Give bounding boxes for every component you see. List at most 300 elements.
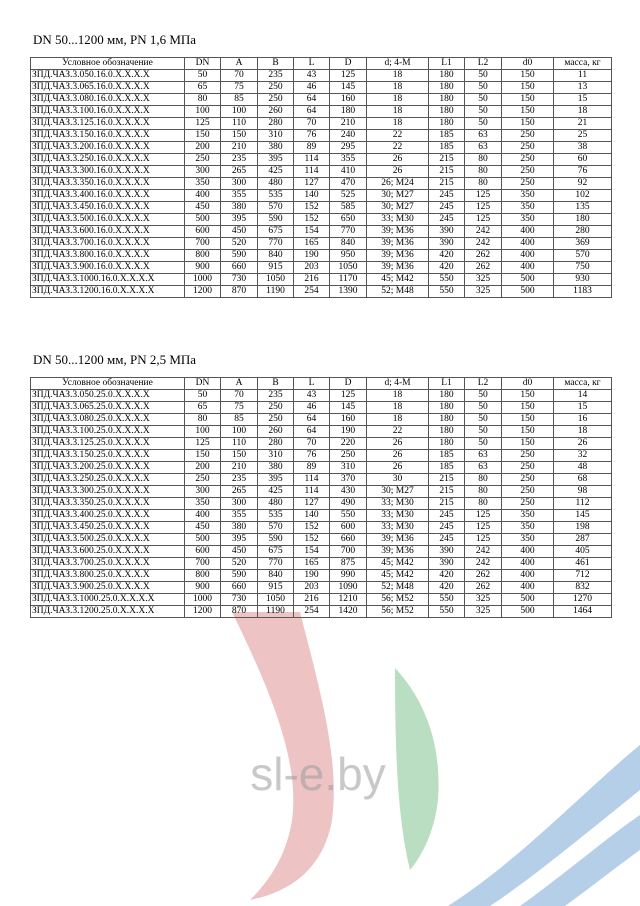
table-cell: 500 [502, 286, 554, 298]
table-cell: 262 [465, 250, 502, 262]
table-cell: 210 [330, 118, 367, 130]
table-cell: 180 [429, 414, 465, 426]
table-title-pn16: DN 50...1200 мм, PN 1,6 МПа [33, 32, 197, 47]
designation-cell: ЗПД.ЧАЗ.3.450.16.0.X.X.X.X [31, 202, 185, 214]
table-cell: 260 [258, 106, 294, 118]
table-row [31, 130, 612, 142]
table-cell: 461 [554, 558, 612, 570]
table-cell: 369 [554, 238, 612, 250]
table-cell: 39; M36 [367, 250, 429, 262]
table-cell: 165 [294, 238, 330, 250]
table-cell: 52; M48 [367, 582, 429, 594]
table-cell: 150 [502, 402, 554, 414]
table-cell: 355 [221, 190, 258, 202]
table-row [31, 250, 612, 262]
table-cell: 63 [465, 130, 502, 142]
table-cell: 26 [367, 438, 429, 450]
column-header: d0 [502, 58, 554, 70]
table-cell: 63 [465, 142, 502, 154]
table-cell: 92 [554, 178, 612, 190]
table-cell: 380 [221, 522, 258, 534]
column-header: d; 4-M [367, 378, 429, 390]
table-cell: 350 [502, 190, 554, 202]
table-cell: 265 [221, 166, 258, 178]
table-cell: 50 [465, 94, 502, 106]
table-cell: 150 [502, 414, 554, 426]
table-cell: 18 [554, 106, 612, 118]
table-cell: 114 [294, 474, 330, 486]
table-cell: 80 [465, 498, 502, 510]
table-cell: 310 [258, 130, 294, 142]
table-cell: 1000 [185, 594, 221, 606]
table-cell: 98 [554, 486, 612, 498]
table-cell: 600 [330, 522, 367, 534]
table-cell: 550 [429, 274, 465, 286]
table-cell: 80 [465, 178, 502, 190]
table-cell: 395 [221, 214, 258, 226]
table-cell: 22 [367, 130, 429, 142]
table-cell: 355 [221, 510, 258, 522]
designation-cell: ЗПД.ЧАЗ.3.125.25.0.X.X.X.X [31, 438, 185, 450]
table-cell: 80 [465, 154, 502, 166]
column-header: L1 [429, 58, 465, 70]
table-cell: 390 [429, 226, 465, 238]
table-cell: 395 [221, 534, 258, 546]
header-row [31, 58, 612, 70]
designation-cell: ЗПД.ЧАЗ.3.900.25.0.X.X.X.X [31, 582, 185, 594]
table-cell: 21 [554, 118, 612, 130]
table-cell: 840 [258, 570, 294, 582]
table-cell: 770 [330, 226, 367, 238]
table-cell: 18 [367, 82, 429, 94]
table-cell: 250 [502, 474, 554, 486]
table-cell: 250 [185, 154, 221, 166]
table-cell: 500 [185, 534, 221, 546]
table-cell: 150 [221, 450, 258, 462]
table-cell: 33; M30 [367, 510, 429, 522]
table-cell: 48 [554, 462, 612, 474]
table-cell: 180 [429, 402, 465, 414]
designation-cell: ЗПД.ЧАЗ.3.080.16.0.X.X.X.X [31, 94, 185, 106]
table-cell: 125 [465, 202, 502, 214]
table-cell: 215 [429, 486, 465, 498]
table-section-pn16 [30, 32, 612, 298]
table-cell: 18 [367, 414, 429, 426]
table-cell: 39; M36 [367, 226, 429, 238]
spec-table-pn16 [30, 57, 612, 298]
table-cell: 125 [185, 118, 221, 130]
table-cell: 520 [221, 558, 258, 570]
table-row [31, 522, 612, 534]
table-cell: 50 [465, 390, 502, 402]
table-cell: 160 [330, 94, 367, 106]
table-row [31, 106, 612, 118]
table-cell: 450 [221, 226, 258, 238]
table-cell: 242 [465, 558, 502, 570]
table-row [31, 82, 612, 94]
table-cell: 180 [429, 82, 465, 94]
header-row [31, 378, 612, 390]
table-cell: 32 [554, 450, 612, 462]
designation-cell: ЗПД.ЧАЗ.3.800.25.0.X.X.X.X [31, 570, 185, 582]
table-cell: 65 [185, 402, 221, 414]
table-cell: 18 [367, 94, 429, 106]
column-header: d; 4-M [367, 58, 429, 70]
table-cell: 39; M36 [367, 546, 429, 558]
table-cell: 400 [502, 570, 554, 582]
table-cell: 150 [221, 130, 258, 142]
table-cell: 930 [554, 274, 612, 286]
designation-cell: ЗПД.ЧАЗ.3.1000.25.0.X.X.X.X [31, 594, 185, 606]
table-row [31, 94, 612, 106]
table-cell: 216 [294, 274, 330, 286]
table-cell: 45; M42 [367, 558, 429, 570]
table-cell: 395 [258, 474, 294, 486]
table-cell: 1170 [330, 274, 367, 286]
table-cell: 150 [185, 130, 221, 142]
table-cell: 420 [429, 582, 465, 594]
table-cell: 125 [185, 438, 221, 450]
table-cell: 1200 [185, 286, 221, 298]
table-cell: 420 [429, 570, 465, 582]
table-cell: 33; M30 [367, 498, 429, 510]
table-cell: 250 [185, 474, 221, 486]
table-cell: 152 [294, 534, 330, 546]
column-header: D [330, 378, 367, 390]
table-cell: 410 [330, 166, 367, 178]
table-cell: 250 [258, 82, 294, 94]
column-header: Условное обозначение [31, 58, 185, 70]
table-cell: 310 [258, 450, 294, 462]
table-row [31, 498, 612, 510]
table-row [31, 190, 612, 202]
designation-cell: ЗПД.ЧАЗ.3.600.25.0.X.X.X.X [31, 546, 185, 558]
column-header: B [258, 58, 294, 70]
table-cell: 180 [429, 438, 465, 450]
table-cell: 235 [258, 390, 294, 402]
table-cell: 500 [502, 274, 554, 286]
table-cell: 700 [185, 238, 221, 250]
table-cell: 400 [502, 558, 554, 570]
table-cell: 18 [367, 402, 429, 414]
table-cell: 650 [330, 214, 367, 226]
table-cell: 152 [294, 202, 330, 214]
table-cell: 15 [554, 94, 612, 106]
table-cell: 1200 [185, 606, 221, 618]
table-cell: 110 [221, 438, 258, 450]
table-cell: 550 [330, 510, 367, 522]
table-cell: 52; M48 [367, 286, 429, 298]
table-cell: 832 [554, 582, 612, 594]
table-cell: 700 [185, 558, 221, 570]
table-cell: 235 [258, 70, 294, 82]
table-cell: 50 [465, 82, 502, 94]
table-cell: 405 [554, 546, 612, 558]
table-cell: 210 [221, 142, 258, 154]
table-cell: 712 [554, 570, 612, 582]
table-cell: 215 [429, 166, 465, 178]
table-cell: 875 [330, 558, 367, 570]
table-cell: 68 [554, 474, 612, 486]
table-cell: 1210 [330, 594, 367, 606]
table-cell: 22 [367, 426, 429, 438]
designation-cell: ЗПД.ЧАЗ.3.400.16.0.X.X.X.X [31, 190, 185, 202]
table-cell: 300 [221, 178, 258, 190]
column-header: L [294, 378, 330, 390]
table-cell: 150 [502, 94, 554, 106]
table-cell: 250 [502, 130, 554, 142]
table-cell: 242 [465, 226, 502, 238]
table-cell: 50 [465, 414, 502, 426]
table-cell: 730 [221, 274, 258, 286]
column-header: L2 [465, 58, 502, 70]
table-cell: 15 [554, 402, 612, 414]
table-cell: 280 [258, 438, 294, 450]
table-cell: 660 [330, 534, 367, 546]
table-cell: 33; M30 [367, 522, 429, 534]
table-cell: 242 [465, 546, 502, 558]
column-header: масса, кг [554, 378, 612, 390]
designation-cell: ЗПД.ЧАЗ.3.400.25.0.X.X.X.X [31, 510, 185, 522]
table-cell: 500 [185, 214, 221, 226]
table-cell: 145 [554, 510, 612, 522]
table-cell: 1050 [258, 274, 294, 286]
table-cell: 660 [221, 582, 258, 594]
table-cell: 150 [502, 70, 554, 82]
table-row [31, 402, 612, 414]
table-cell: 180 [429, 390, 465, 402]
table-cell: 185 [429, 130, 465, 142]
watermark-green-stripe [395, 668, 439, 870]
table-cell: 64 [294, 94, 330, 106]
table-cell: 85 [221, 414, 258, 426]
table-cell: 480 [258, 178, 294, 190]
table-row [31, 606, 612, 618]
table-cell: 420 [429, 250, 465, 262]
designation-cell: ЗПД.ЧАЗ.3.065.16.0.X.X.X.X [31, 82, 185, 94]
table-cell: 150 [502, 426, 554, 438]
table-cell: 50 [185, 390, 221, 402]
table-cell: 11 [554, 70, 612, 82]
designation-cell: ЗПД.ЧАЗ.3.150.16.0.X.X.X.X [31, 130, 185, 142]
table-cell: 250 [258, 414, 294, 426]
table-cell: 550 [429, 286, 465, 298]
table-cell: 262 [465, 570, 502, 582]
table-cell: 400 [502, 582, 554, 594]
designation-cell: ЗПД.ЧАЗ.3.1000.16.0.X.X.X.X [31, 274, 185, 286]
table-cell: 250 [330, 450, 367, 462]
table-cell: 800 [185, 570, 221, 582]
table-cell: 262 [465, 262, 502, 274]
column-header: DN [185, 58, 221, 70]
table-cell: 215 [429, 474, 465, 486]
table-cell: 43 [294, 70, 330, 82]
designation-cell: ЗПД.ЧАЗ.3.250.16.0.X.X.X.X [31, 154, 185, 166]
table-row [31, 202, 612, 214]
table-cell: 39; M36 [367, 534, 429, 546]
table-cell: 75 [221, 82, 258, 94]
table-cell: 250 [502, 486, 554, 498]
table-cell: 280 [258, 118, 294, 130]
table-cell: 70 [294, 438, 330, 450]
designation-cell: ЗПД.ЧАЗ.3.200.16.0.X.X.X.X [31, 142, 185, 154]
column-header: DN [185, 378, 221, 390]
column-header: L [294, 58, 330, 70]
table-cell: 870 [221, 606, 258, 618]
watermark-text: sl-e.by [250, 748, 386, 800]
table-cell: 535 [258, 190, 294, 202]
table-cell: 590 [258, 534, 294, 546]
table-cell: 250 [502, 166, 554, 178]
table-cell: 18 [554, 426, 612, 438]
table-cell: 250 [258, 402, 294, 414]
table-cell: 50 [465, 438, 502, 450]
table-cell: 150 [502, 106, 554, 118]
table-cell: 500 [502, 594, 554, 606]
table-cell: 26 [367, 450, 429, 462]
table-row [31, 558, 612, 570]
table-cell: 990 [330, 570, 367, 582]
table-cell: 245 [429, 202, 465, 214]
table-cell: 1464 [554, 606, 612, 618]
table-cell: 127 [294, 498, 330, 510]
table-cell: 125 [465, 510, 502, 522]
table-cell: 39; M36 [367, 262, 429, 274]
table-cell: 26 [367, 462, 429, 474]
table-cell: 190 [330, 426, 367, 438]
table-cell: 390 [429, 546, 465, 558]
table-cell: 30 [367, 474, 429, 486]
table-cell: 380 [221, 202, 258, 214]
table-row [31, 286, 612, 298]
table-cell: 100 [185, 106, 221, 118]
table-cell: 280 [554, 226, 612, 238]
designation-cell: ЗПД.ЧАЗ.3.700.25.0.X.X.X.X [31, 558, 185, 570]
table-cell: 64 [294, 414, 330, 426]
table-cell: 350 [502, 202, 554, 214]
table-cell: 425 [258, 166, 294, 178]
table-cell: 190 [294, 570, 330, 582]
table-cell: 65 [185, 82, 221, 94]
table-cell: 210 [221, 462, 258, 474]
column-header: A [221, 58, 258, 70]
table-cell: 1090 [330, 582, 367, 594]
table-cell: 70 [294, 118, 330, 130]
table-row [31, 534, 612, 546]
table-cell: 1050 [258, 594, 294, 606]
table-cell: 114 [294, 166, 330, 178]
table-cell: 190 [294, 250, 330, 262]
column-header: Условное обозначение [31, 378, 185, 390]
table-cell: 900 [185, 582, 221, 594]
table-cell: 185 [429, 142, 465, 154]
table-row [31, 118, 612, 130]
table-cell: 100 [185, 426, 221, 438]
table-cell: 480 [258, 498, 294, 510]
table-cell: 420 [429, 262, 465, 274]
designation-cell: ЗПД.ЧАЗ.3.080.25.0.X.X.X.X [31, 414, 185, 426]
table-cell: 395 [258, 154, 294, 166]
table-cell: 16 [554, 414, 612, 426]
table-cell: 63 [465, 450, 502, 462]
table-row [31, 594, 612, 606]
table-cell: 250 [502, 178, 554, 190]
table-cell: 300 [185, 166, 221, 178]
table-cell: 430 [330, 486, 367, 498]
table-cell: 26; M24 [367, 178, 429, 190]
table-row [31, 510, 612, 522]
table-cell: 525 [330, 190, 367, 202]
table-cell: 180 [429, 118, 465, 130]
table-cell: 245 [429, 190, 465, 202]
table-cell: 500 [502, 606, 554, 618]
designation-cell: ЗПД.ЧАЗ.3.600.16.0.X.X.X.X [31, 226, 185, 238]
table-cell: 310 [330, 462, 367, 474]
table-cell: 180 [429, 94, 465, 106]
table-row [31, 142, 612, 154]
table-cell: 33; M30 [367, 214, 429, 226]
column-header: B [258, 378, 294, 390]
table-row [31, 214, 612, 226]
table-cell: 85 [221, 94, 258, 106]
table-cell: 140 [294, 190, 330, 202]
table-cell: 400 [185, 510, 221, 522]
table-cell: 135 [554, 202, 612, 214]
table-cell: 18 [367, 390, 429, 402]
table-row [31, 238, 612, 250]
table-cell: 450 [185, 522, 221, 534]
table-cell: 380 [258, 462, 294, 474]
table-cell: 1000 [185, 274, 221, 286]
table-cell: 152 [294, 214, 330, 226]
designation-cell: ЗПД.ЧАЗ.3.050.16.0.X.X.X.X [31, 70, 185, 82]
table-row [31, 570, 612, 582]
table-cell: 216 [294, 594, 330, 606]
designation-cell: ЗПД.ЧАЗ.3.1200.25.0.X.X.X.X [31, 606, 185, 618]
table-cell: 840 [258, 250, 294, 262]
table-cell: 390 [429, 558, 465, 570]
designation-cell: ЗПД.ЧАЗ.3.050.25.0.X.X.X.X [31, 390, 185, 402]
column-header: L1 [429, 378, 465, 390]
table-cell: 154 [294, 226, 330, 238]
table-cell: 245 [429, 522, 465, 534]
table-cell: 350 [502, 522, 554, 534]
table-row [31, 546, 612, 558]
table-cell: 400 [502, 250, 554, 262]
table-row [31, 262, 612, 274]
table-cell: 325 [465, 286, 502, 298]
table-cell: 870 [221, 286, 258, 298]
table-cell: 63 [465, 462, 502, 474]
table-cell: 470 [330, 178, 367, 190]
table-cell: 300 [185, 486, 221, 498]
table-cell: 64 [294, 426, 330, 438]
table-cell: 400 [502, 226, 554, 238]
table-cell: 46 [294, 402, 330, 414]
table-row [31, 178, 612, 190]
designation-cell: ЗПД.ЧАЗ.3.100.25.0.X.X.X.X [31, 426, 185, 438]
table-cell: 76 [554, 166, 612, 178]
table-cell: 50 [465, 402, 502, 414]
table-cell: 350 [185, 498, 221, 510]
table-cell: 22 [367, 142, 429, 154]
table-cell: 140 [294, 510, 330, 522]
table-cell: 39; M36 [367, 238, 429, 250]
table-cell: 50 [185, 70, 221, 82]
table-cell: 50 [465, 426, 502, 438]
table-cell: 590 [221, 250, 258, 262]
table-cell: 1190 [258, 606, 294, 618]
